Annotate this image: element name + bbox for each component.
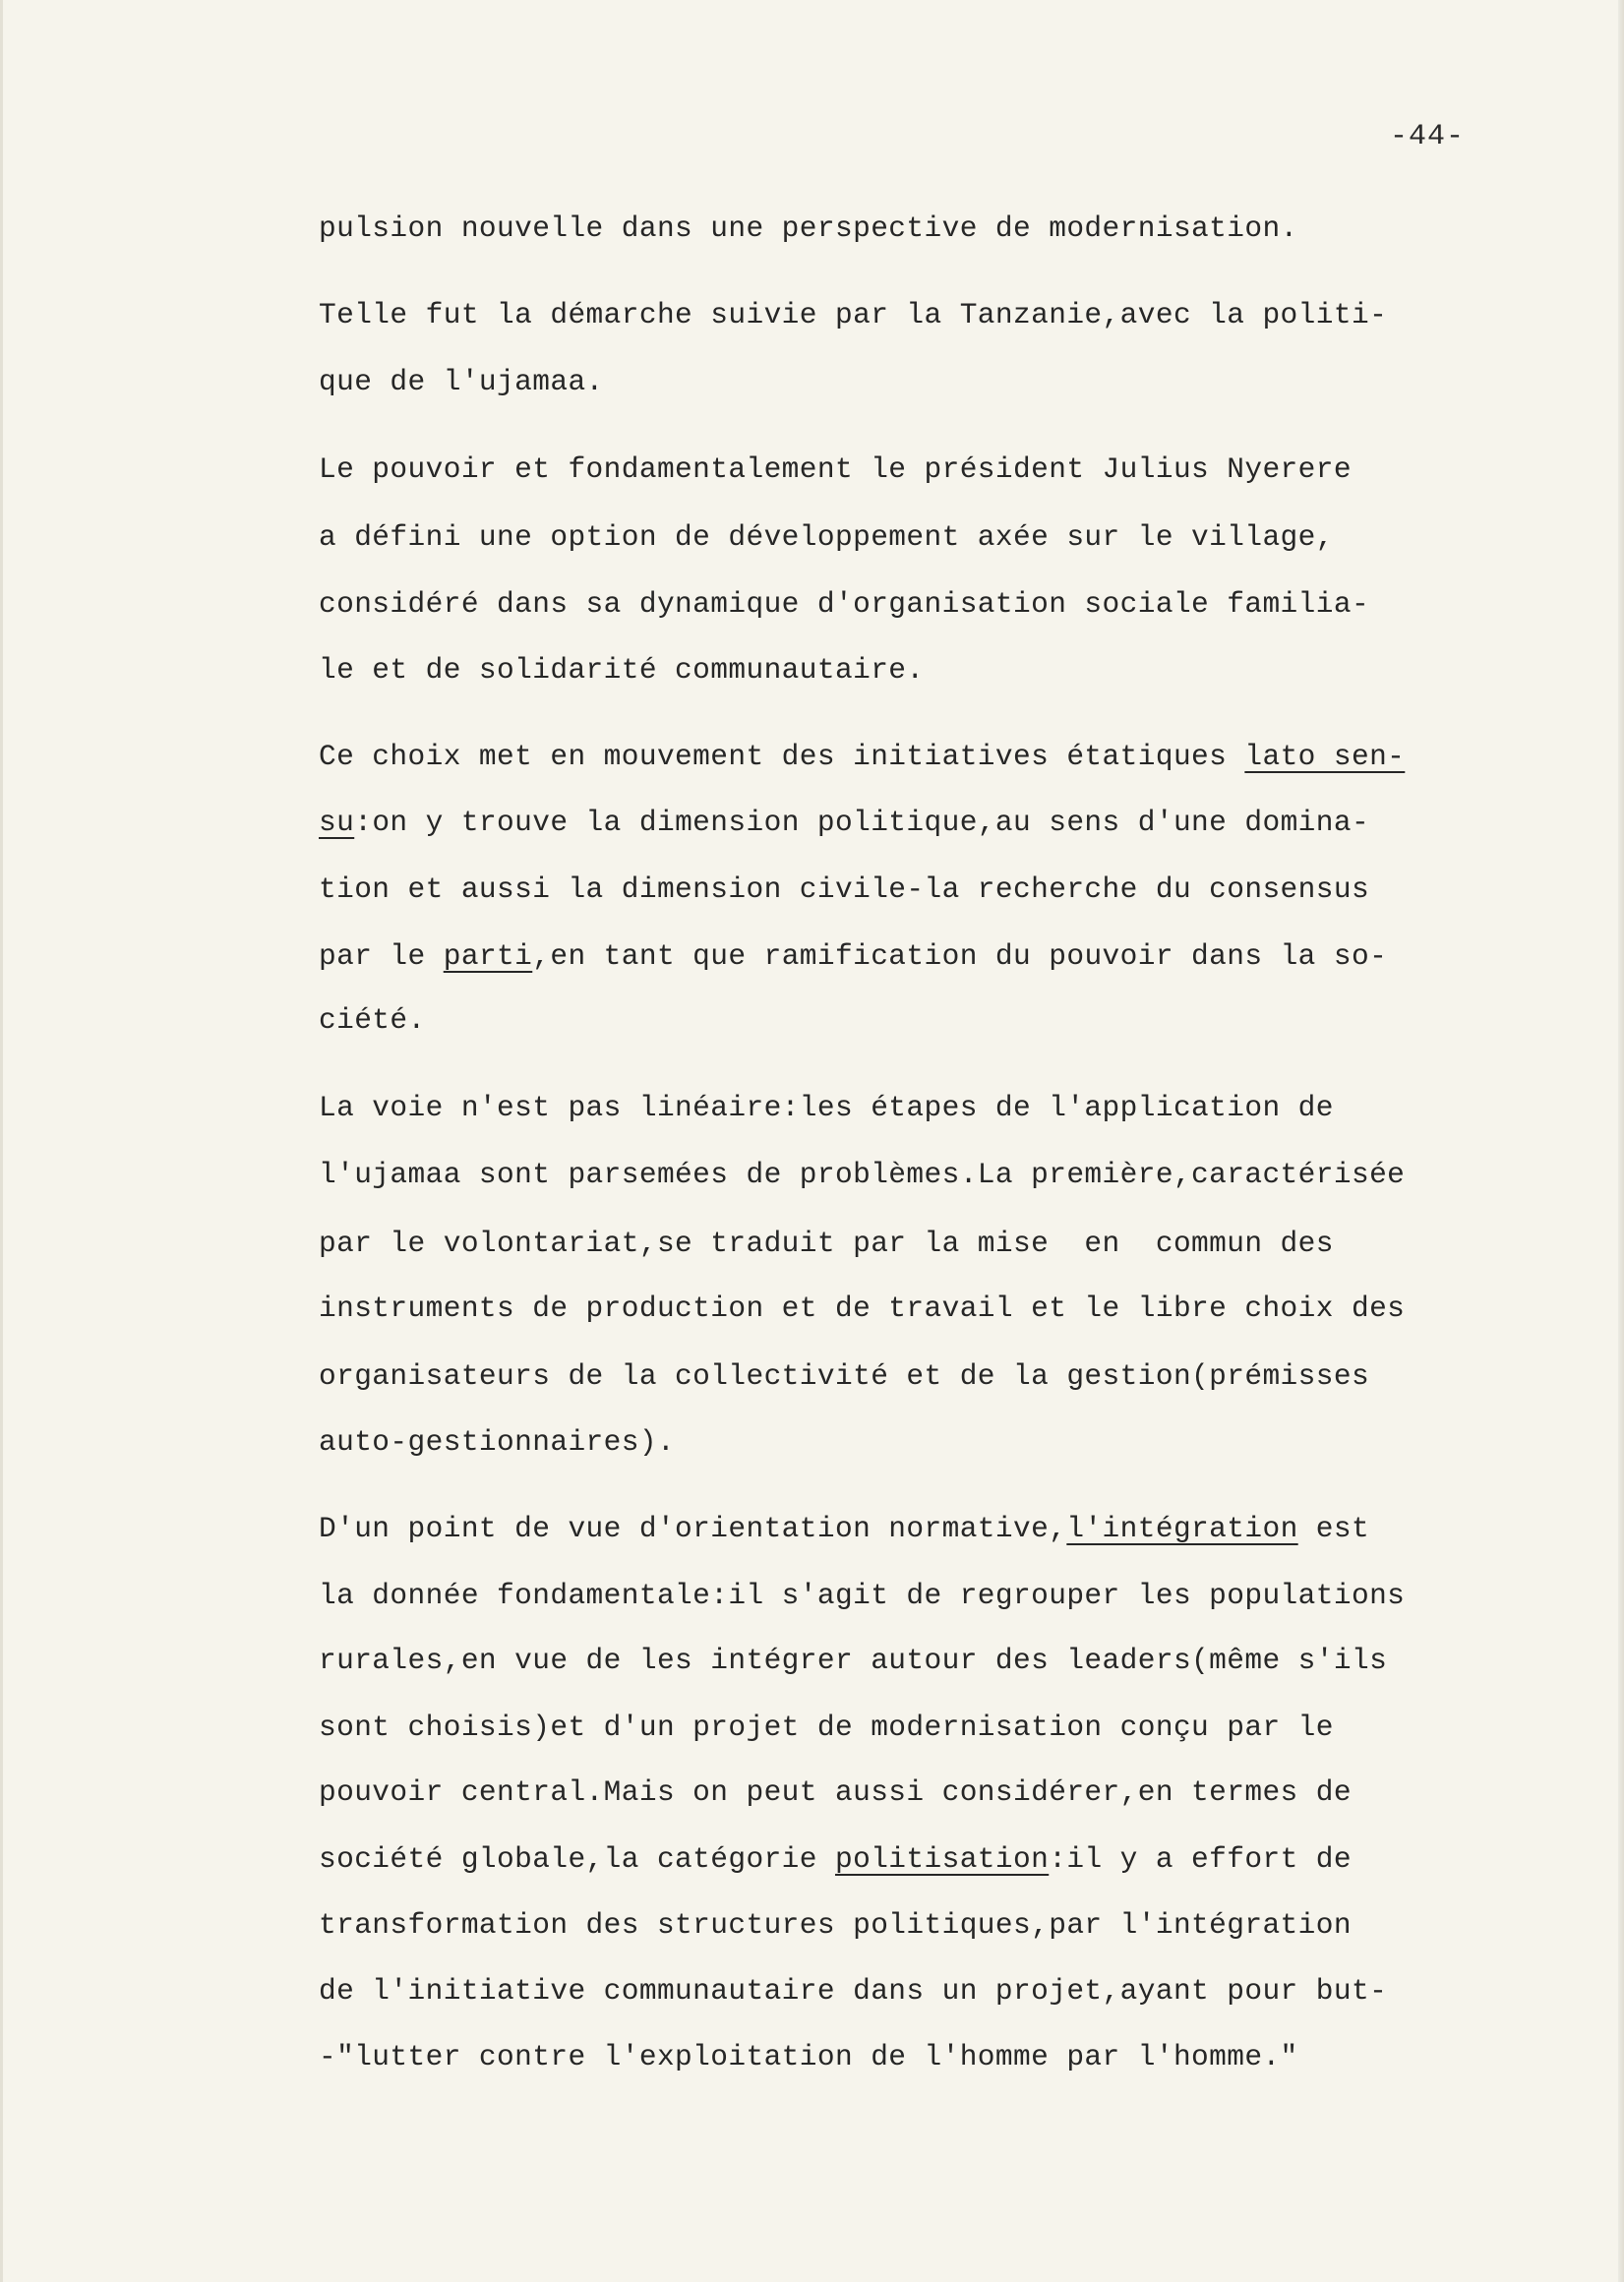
page-number: -44-	[1390, 120, 1466, 153]
text-segment: la donnée fondamentale:il s'agit de regrouper les populations	[319, 1579, 1406, 1612]
text-line	[319, 740, 1406, 773]
text-line	[319, 806, 1370, 839]
text-segment: Telle fut la démarche suivie par la Tanzanie,avec la politi-	[319, 298, 1388, 331]
text-segment: D'un point de vue d'orientation normative,	[319, 1512, 1067, 1545]
text-segment: a défini une option de développement axée sur le village,	[319, 520, 1334, 554]
text-segment: auto-gestionnaires).	[319, 1425, 676, 1459]
text-line	[319, 1291, 1406, 1325]
underlined-term: su	[319, 806, 355, 839]
text-line	[319, 452, 1352, 486]
text-line	[319, 520, 1334, 554]
text-line	[319, 1359, 1370, 1393]
text-segment: Ce choix met en mouvement des initiatives étatiques	[319, 740, 1245, 773]
text-segment: par le	[319, 939, 444, 973]
text-segment: :on y trouve la dimension politique,au sens d'une domina-	[354, 806, 1370, 839]
text-line	[319, 1974, 1388, 2008]
text-line	[319, 872, 1370, 906]
text-segment: société globale,la catégorie	[319, 1842, 835, 1876]
text-line	[319, 1091, 1334, 1124]
text-segment: pouvoir central.Mais on peut aussi considérer,en termes de	[319, 1775, 1352, 1809]
text-segment: tion et aussi la dimension civile-la recherche du consensus	[319, 872, 1370, 906]
text-segment: organisateurs de la collectivité et de la gestion(prémisses	[319, 1359, 1370, 1393]
underlined-term: lato sen-	[1244, 740, 1406, 773]
text-line	[319, 1512, 1370, 1545]
text-line	[319, 1003, 426, 1037]
text-line	[319, 939, 1388, 973]
text-line	[319, 298, 1388, 331]
text-segment: ciété.	[319, 1003, 426, 1037]
text-line	[319, 1644, 1388, 1677]
text-segment: pulsion nouvelle dans une perspective de modernisation.	[319, 211, 1298, 245]
text-segment: :il y a effort de	[1049, 1842, 1352, 1876]
text-segment: par le volontariat,se traduit par la mise en commun des	[319, 1227, 1334, 1260]
text-segment: le et de solidarité communautaire.	[319, 653, 925, 687]
page-edge	[1618, 0, 1624, 2282]
text-segment: transformation des structures politiques,par l'intégration	[319, 1908, 1352, 1942]
text-segment: rurales,en vue de les intégrer autour des leaders(même s'ils	[319, 1644, 1388, 1677]
text-segment: -"lutter contre l'exploitation de l'homme par l'homme."	[319, 2040, 1298, 2073]
text-line	[319, 1713, 1334, 1743]
text-segment: La voie n'est pas linéaire:les étapes de l'application de	[319, 1091, 1334, 1124]
text-segment: Le pouvoir et fondamentalement le président Julius Nyerere	[319, 452, 1352, 486]
text-line	[319, 1908, 1352, 1942]
text-line	[319, 1842, 1352, 1876]
text-segment: instruments de production et de travail et le libre choix des	[319, 1291, 1406, 1325]
text-segment: de l'initiative communautaire dans un projet,ayant pour but-	[319, 1974, 1388, 2008]
underlined-term: l'intégration	[1066, 1512, 1298, 1545]
text-line	[319, 1227, 1334, 1260]
text-line	[319, 1158, 1406, 1191]
text-line	[319, 211, 1298, 245]
underlined-term: parti	[443, 939, 533, 973]
text-segment: considéré dans sa dynamique d'organisation sociale familia-	[319, 587, 1370, 621]
text-segment: sont choisis)et d'un projet de modernisation conçu par le	[319, 1711, 1334, 1744]
text-segment: que de l'ujamaa.	[319, 365, 604, 398]
text-segment: ,en tant que ramification du pouvoir dans la so-	[532, 939, 1388, 973]
text-segment: est	[1297, 1512, 1370, 1545]
text-line	[319, 1425, 676, 1459]
underlined-term: politisation	[834, 1842, 1050, 1876]
text-line	[319, 1579, 1406, 1612]
text-line	[319, 2040, 1298, 2073]
text-line	[319, 587, 1370, 621]
text-segment: l'ujamaa sont parsemées de problèmes.La première,caractérisée	[319, 1158, 1406, 1191]
text-line	[319, 1775, 1352, 1809]
text-line	[319, 653, 925, 687]
text-line	[319, 365, 604, 398]
